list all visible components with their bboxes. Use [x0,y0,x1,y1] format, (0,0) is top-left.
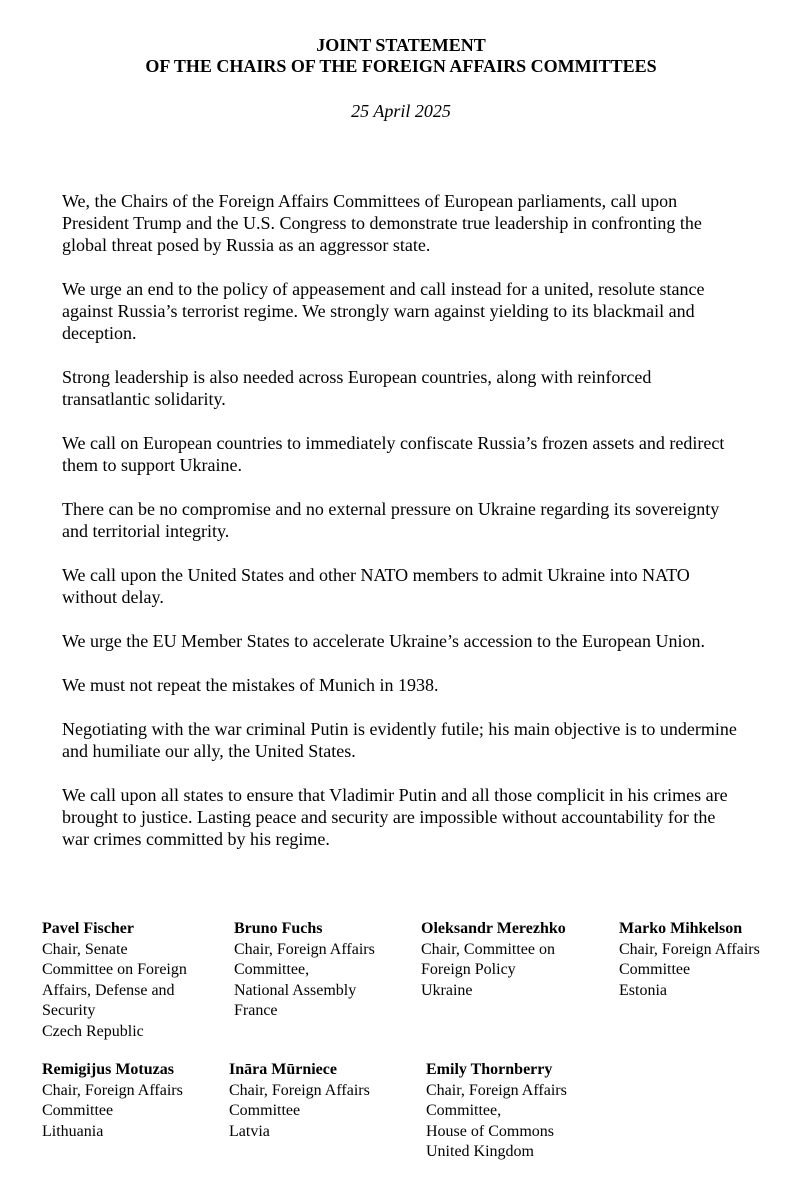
signatory-name: Emily Thornberry [426,1061,553,1078]
signatory-name: Remigijus Motuzas [42,1061,174,1078]
paragraph: We call upon the United States and other NATO members to admit Ukraine into NATO without delay. [62,565,690,607]
paragraph: We urge an end to the policy of appeasement and call instead for a united, resolute stance against Russia’s terrorist regime. We strongly warn against yielding to its blackmail and deception. [62,279,705,343]
signatory-block [42,919,187,1042]
paragraph: We call on European countries to immediately confiscate Russia’s frozen assets and redirect them to support Ukraine. [62,433,725,475]
document-title-line1: JOINT STATEMENT [316,35,486,55]
paragraph: Strong leadership is also needed across European countries, along with reinforced transatlantic solidarity. [62,367,652,409]
signatory-name: Pavel Fischer [42,920,134,937]
document-title-line2: OF THE CHAIRS OF THE FOREIGN AFFAIRS COMMITTEES [145,56,657,76]
signatory-role: Chair, Foreign Affairs Committee, House of Commons United Kingdom [426,1081,567,1160]
paragraph: We, the Chairs of the Foreign Affairs Committees of European parliaments, call upon President Trump and the U.S. Congress to demonstrate true leadership in confronting the global threat posed by Russia as an aggressor state. [62,191,702,255]
signatory-block [42,1060,183,1142]
signatory-role: Chair, Committee on Foreign Policy Ukraine [421,940,556,999]
signatory-role: Chair, Senate Committee on Foreign Affairs, Defense and Security Czech Republic [42,940,187,1040]
paragraph: We must not repeat the mistakes of Munich in 1938. [62,675,439,695]
statement-body [62,190,752,872]
signatory-role: Chair, Foreign Affairs Committee Latvia [229,1081,370,1140]
signatory-role: Chair, Foreign Affairs Committee, National Assembly France [234,940,375,1019]
signatory-block [234,919,375,1022]
paragraph: Negotiating with the war criminal Putin is evidently futile; his main objective is to undermine and humiliate our ally, the United States. [62,719,737,761]
signatory-block [426,1060,567,1163]
signatory-name: Ināra Mūrniece [229,1061,337,1078]
document-date: 25 April 2025 [351,101,451,121]
signatory-name: Marko Mihkelson [619,920,743,937]
paragraph: We urge the EU Member States to accelerate Ukraine’s accession to the European Union. [62,631,705,651]
paragraph: We call upon all states to ensure that Vladimir Putin and all those complicit in his crimes are brought to justice. Lasting peace and security are impossible without accountability for the war crimes committed by his regime. [62,785,728,849]
paragraph: There can be no compromise and no external pressure on Ukraine regarding its sovereignty and territorial integrity. [62,499,720,541]
signatory-block [421,919,566,1001]
signatory-block [619,919,760,1001]
signatory-role: Chair, Foreign Affairs Committee Estonia [619,940,760,999]
signatory-name: Oleksandr Merezhko [421,920,566,937]
signatory-role: Chair, Foreign Affairs Committee Lithuania [42,1081,183,1140]
signatory-block [229,1060,370,1142]
signatory-name: Bruno Fuchs [234,920,323,937]
